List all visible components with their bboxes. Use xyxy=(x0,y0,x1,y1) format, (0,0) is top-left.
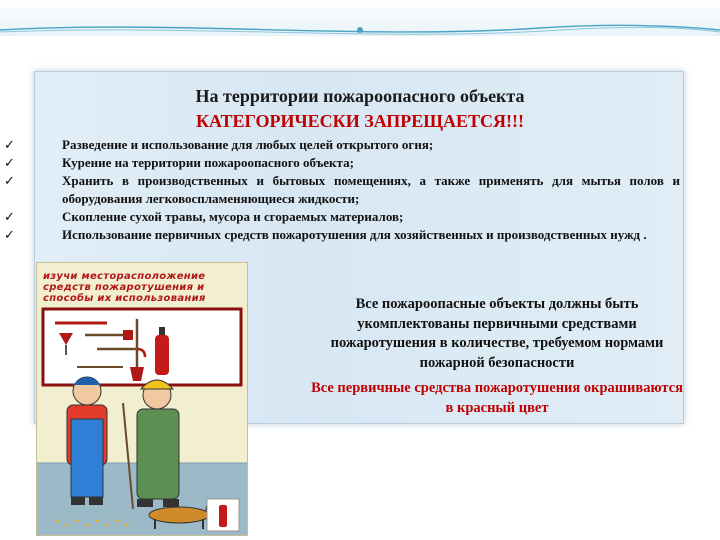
list-item xyxy=(4,226,680,244)
checkmark-icon: ✓ xyxy=(4,227,15,242)
prohibitions-list xyxy=(4,136,680,244)
worker-green-icon xyxy=(137,380,179,507)
page-title: На территории пожароопасного объекта xyxy=(195,86,525,106)
list-item-text: Использование первичных средств пожаротушения для хозяйственных и производственных нужд . xyxy=(62,227,647,242)
list-item-text: Хранить в производственных и бытовых помещениях, а также применять для мытья полов и оборудования легковоспламеняющиеся жидкости; xyxy=(62,173,680,206)
poster-title: изучи месторасположение средств пожаротушения и способы их использования xyxy=(43,271,206,304)
decorative-wave xyxy=(0,18,720,48)
checkmark-icon: ✓ xyxy=(4,155,15,170)
checkmark-icon: ✓ xyxy=(4,137,15,152)
red-color-note: Все первичные средства пожаротушения окрашиваются в красный цвет xyxy=(311,380,683,416)
list-item xyxy=(4,172,680,208)
checkmark-icon: ✓ xyxy=(4,173,15,188)
list-item xyxy=(4,208,680,226)
list-item-text: Разведение и использование для любых целей открытого огня; xyxy=(62,137,434,152)
checkmark-icon: ✓ xyxy=(4,209,15,224)
warning-heading: КАТЕГОРИЧЕСКИ ЗАПРЕЩАЕТСЯ!!! xyxy=(195,111,525,131)
list-item-text: Курение на территории пожароопасного объекта; xyxy=(62,155,354,170)
worker-blue-icon xyxy=(67,377,107,505)
extinguisher-icon xyxy=(155,335,169,375)
poster-illustration xyxy=(37,263,247,535)
list-item xyxy=(4,154,680,172)
equipment-requirement-text: Все пожароопасные объекты должны быть укомплектованы первичными средствами пожаротушения в количестве, требуемом нормами пожарной безопасности xyxy=(330,296,664,371)
wave-dot-icon xyxy=(357,27,363,33)
list-item xyxy=(4,136,680,154)
safety-poster xyxy=(36,262,248,536)
list-item-text: Скопление сухой травы, мусора и сгораемых материалов; xyxy=(62,209,404,224)
